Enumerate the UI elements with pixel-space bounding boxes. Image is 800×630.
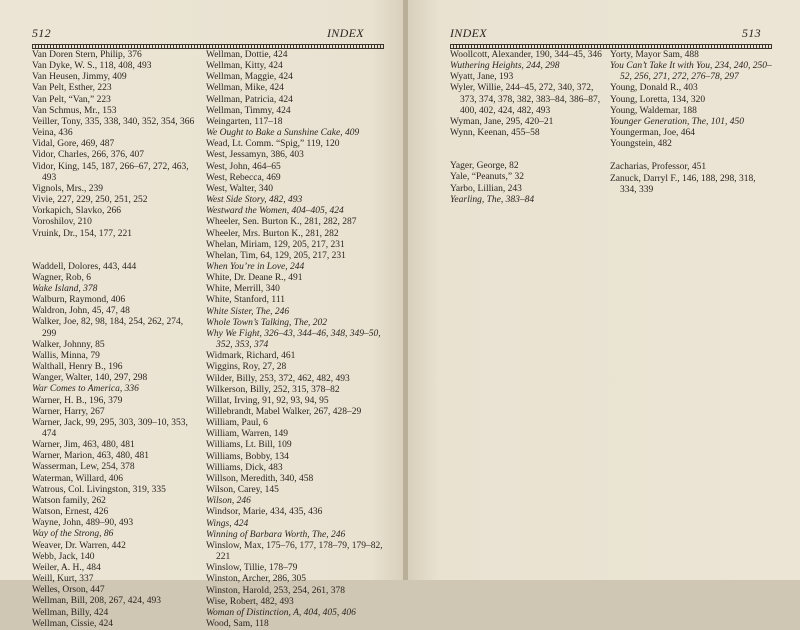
- index-entry: Wellman, Mike, 424: [206, 83, 284, 94]
- index-entry: West, John, 464–65: [206, 161, 281, 172]
- index-entry: You Can’t Take It with You, 234, 240, 250–52, 256, 271, 272, 276–78, 297: [610, 61, 772, 83]
- right-header-rule: [450, 44, 772, 49]
- index-entry: Willebrandt, Mabel Walker, 267, 428–29: [206, 407, 362, 417]
- index-entry: Warner, Jack, 99, 295, 303, 309–10, 353, 474: [32, 417, 188, 439]
- section-spacer: [610, 150, 774, 162]
- index-entry: Winston, Archer, 286, 305: [206, 574, 307, 585]
- index-entry: Weingarten, 117–18: [206, 116, 283, 127]
- right-page: [408, 0, 800, 580]
- index-entry: Wilkerson, Billy, 252, 315, 378–82: [206, 384, 340, 395]
- index-entry: Wynn, Keenan, 455–58: [450, 128, 540, 139]
- index-entry: Whole Town’s Talking, The, 202: [206, 317, 328, 328]
- index-entry: Watson, Ernest, 426: [32, 507, 109, 518]
- index-entry: Yale, “Peanuts,” 32: [450, 172, 524, 183]
- index-entry: Warner, Jim, 463, 480, 481: [32, 440, 135, 451]
- index-entry: Webb, Jack, 140: [32, 551, 95, 562]
- index-entry: Wilder, Billy, 253, 372, 462, 482, 493: [206, 373, 350, 384]
- index-entry: Windsor, Marie, 434, 435, 436: [206, 507, 323, 518]
- index-entry: Waddell, Dolores, 443, 444: [32, 261, 137, 272]
- section-spacer: [450, 139, 604, 161]
- index-entry: Vidal, Gore, 469, 487: [32, 139, 115, 150]
- index-entry: Young, Donald R., 403: [610, 83, 698, 94]
- index-entry: Wellman, Maggie, 424: [206, 72, 293, 83]
- index-entry: Williams, Dick, 483: [206, 462, 283, 473]
- index-entry: Wellman, Dottie, 424: [206, 50, 288, 60]
- index-entry: Willson, Meredith, 340, 458: [206, 473, 314, 484]
- index-entry: Vruink, Dr., 154, 177, 221: [32, 228, 132, 239]
- index-entry: Van Schmus, Mr., 153: [32, 105, 117, 116]
- index-entry: Van Heusen, Jimmy, 409: [32, 72, 127, 83]
- left-header-rule: [32, 44, 384, 49]
- index-entry: White, Dr. Deane R., 491: [206, 273, 303, 284]
- index-entry: Walburn, Raymond, 406: [32, 295, 126, 306]
- index-entry: Wise, Robert, 482, 493: [206, 596, 294, 607]
- index-entry: Winning of Barbara Worth, The, 246: [206, 529, 346, 540]
- index-entry: Waldron, John, 45, 47, 48: [32, 306, 130, 317]
- index-entry: West, Rebecca, 469: [206, 172, 281, 183]
- left-index-column-1: [32, 50, 198, 630]
- index-entry: Wasserman, Lew, 254, 378: [32, 462, 135, 473]
- index-entry: When You’re in Love, 244: [206, 261, 305, 272]
- index-entry: Vidor, King, 145, 187, 266–67, 272, 463, 493: [32, 161, 189, 183]
- section-spacer: [32, 240, 198, 262]
- right-page-number: 513: [742, 26, 761, 40]
- index-entry: Yearling, The, 383–84: [450, 194, 535, 205]
- index-entry: Wayne, John, 489–90, 493: [32, 518, 134, 529]
- index-entry: Zacharias, Professor, 451: [610, 162, 707, 173]
- index-entry: Young, Loretta, 134, 320: [610, 94, 706, 105]
- index-entry: We Ought to Bake a Sunshine Cake, 409: [206, 128, 360, 139]
- index-entry: Way of the Strong, 86: [32, 529, 114, 540]
- index-entry: Wead, Lt. Comm. “Spig,” 119, 120: [206, 139, 340, 150]
- index-entry: Vidor, Charles, 266, 376, 407: [32, 150, 144, 161]
- index-entry: Youngstein, 482: [610, 139, 672, 150]
- index-entry: Young, Waldemar, 188: [610, 105, 697, 116]
- index-entry: Wood, Sam, 118: [206, 618, 269, 629]
- index-entry: Yarbo, Lillian, 243: [450, 183, 522, 194]
- index-entry: Williams, Lt. Bill, 109: [206, 440, 292, 451]
- index-entry: White Sister, The, 246: [206, 306, 290, 317]
- index-entry: Wallis, Minna, 79: [32, 350, 100, 361]
- index-entry: Wheeler, Mrs. Burton K., 281, 282: [206, 228, 339, 239]
- index-entry: Walthall, Henry B., 196: [32, 362, 123, 373]
- index-entry: Watrous, Col. Livingston, 319, 335: [32, 484, 166, 495]
- index-entry: War Comes to America, 336: [32, 384, 139, 395]
- index-entry: Vignols, Mrs., 239: [32, 183, 103, 194]
- index-entry: Yorty, Mayor Sam, 488: [610, 50, 699, 60]
- index-entry: Winslow, Max, 175–76, 177, 178–79, 179–82, 221: [206, 540, 383, 563]
- index-entry: White, Stanford, 111: [206, 295, 285, 306]
- index-entry: West, Walter, 340: [206, 183, 274, 194]
- index-entry: Zanuck, Darryl F., 146, 188, 298, 318, 334, 339: [610, 173, 756, 195]
- index-entry: White, Merrill, 340: [206, 284, 280, 295]
- index-entry: Westward the Women, 404–405, 424: [206, 206, 344, 217]
- index-entry: Warner, Harry, 267: [32, 406, 105, 417]
- index-entry: Winston, Harold, 253, 254, 261, 378: [206, 585, 345, 596]
- index-entry: Woman of Distinction, A, 404, 405, 406: [206, 607, 356, 618]
- index-entry: West, Jessamyn, 386, 403: [206, 150, 304, 161]
- right-index-column-2: [610, 50, 774, 196]
- index-entry: Wyatt, Jane, 193: [450, 72, 514, 83]
- index-entry: Veina, 436: [32, 128, 73, 139]
- index-entry: Whelan, Tim, 64, 129, 205, 217, 231: [206, 250, 346, 261]
- index-entry: Wellman, Kitty, 424: [206, 61, 283, 72]
- index-entry: Wellman, Timmy, 424: [206, 105, 291, 116]
- index-entry: Veiller, Tony, 335, 338, 340, 352, 354, 366: [32, 116, 195, 127]
- index-entry: Walker, Joe, 82, 98, 184, 254, 262, 274, 299: [32, 317, 184, 339]
- index-entry: Wyman, Jane, 295, 420–21: [450, 116, 554, 127]
- left-running-head: INDEX: [327, 26, 364, 40]
- index-entry: Wyler, Willie, 244–45, 272, 340, 372, 373, 374, 378, 382, 383–84, 386–87, 400, 402, 424, 482, 493: [450, 83, 601, 116]
- index-entry: Wilson, 246: [206, 496, 251, 507]
- index-entry: Voroshilov, 210: [32, 217, 92, 228]
- index-entry: Van Doren Stern, Philip, 376: [32, 50, 142, 60]
- index-entry: William, Paul, 6: [206, 418, 268, 429]
- index-entry: William, Warren, 149: [206, 429, 289, 440]
- index-entry: Wellman, Bill, 208, 267, 424, 493: [32, 596, 162, 607]
- index-entry: Welles, Orson, 447: [32, 585, 105, 596]
- index-entry: Youngerman, Joe, 464: [610, 128, 696, 139]
- left-index-column-2: [206, 50, 386, 630]
- index-entry: Walker, Johnny, 85: [32, 339, 105, 350]
- index-entry: Van Pelt, Esther, 223: [32, 83, 112, 94]
- index-entry: Weiler, A. H., 484: [32, 562, 101, 573]
- index-entry: Woollcott, Alexander, 190, 344–45, 346: [450, 50, 602, 60]
- index-entry: Younger Generation, The, 101, 450: [610, 116, 744, 127]
- index-entry: Weill, Kurt, 337: [32, 574, 94, 585]
- index-entry: West Side Story, 482, 493: [206, 195, 303, 206]
- index-entry: Wellman, Billy, 424: [32, 607, 109, 618]
- index-entry: Wellman, Patricia, 424: [206, 94, 293, 105]
- index-entry: Vorkapich, Slavko, 266: [32, 206, 122, 217]
- index-entry: Wheeler, Sen. Burton K., 281, 282, 287: [206, 217, 357, 228]
- index-entry: Wings, 424: [206, 518, 249, 529]
- index-entry: Watson family, 262: [32, 495, 106, 506]
- index-entry: Willat, Irving, 91, 92, 93, 94, 95: [206, 395, 329, 406]
- index-entry: Warner, Marion, 463, 480, 481: [32, 451, 150, 462]
- left-page-number: 512: [32, 26, 51, 40]
- index-entry: Waterman, Willard, 406: [32, 473, 124, 484]
- right-running-head: INDEX: [450, 26, 487, 40]
- index-entry: Wake Island, 378: [32, 283, 98, 294]
- index-entry: Warner, H. B., 196, 379: [32, 395, 123, 406]
- index-entry: Wilson, Carey, 145: [206, 485, 279, 496]
- index-entry: Wuthering Heights, 244, 298: [450, 61, 560, 72]
- index-entry: Van Dyke, W. S., 118, 408, 493: [32, 61, 152, 72]
- index-entry: Winslow, Tillie, 178–79: [206, 563, 298, 574]
- index-entry: Van Pelt, “Van,” 223: [32, 94, 111, 105]
- index-entry: Yager, George, 82: [450, 161, 519, 172]
- index-entry: Whelan, Miriam, 129, 205, 217, 231: [206, 239, 345, 250]
- right-index-column-1: [450, 50, 604, 206]
- index-entry: Vivie, 227, 229, 250, 251, 252: [32, 195, 148, 206]
- index-entry: Weaver, Dr. Warren, 442: [32, 540, 126, 551]
- index-entry: Williams, Bobby, 134: [206, 451, 289, 462]
- index-entry: Widmark, Richard, 461: [206, 351, 296, 362]
- index-entry: Wagner, Rob, 6: [32, 272, 92, 283]
- index-entry: Wiggins, Roy, 27, 28: [206, 362, 287, 373]
- index-entry: Why We Fight, 326–43, 344–46, 348, 349–50, 352, 353, 374: [206, 328, 381, 351]
- index-entry: Wellman, Cissie, 424: [32, 618, 114, 629]
- index-entry: Wanger, Walter, 140, 297, 298: [32, 373, 148, 384]
